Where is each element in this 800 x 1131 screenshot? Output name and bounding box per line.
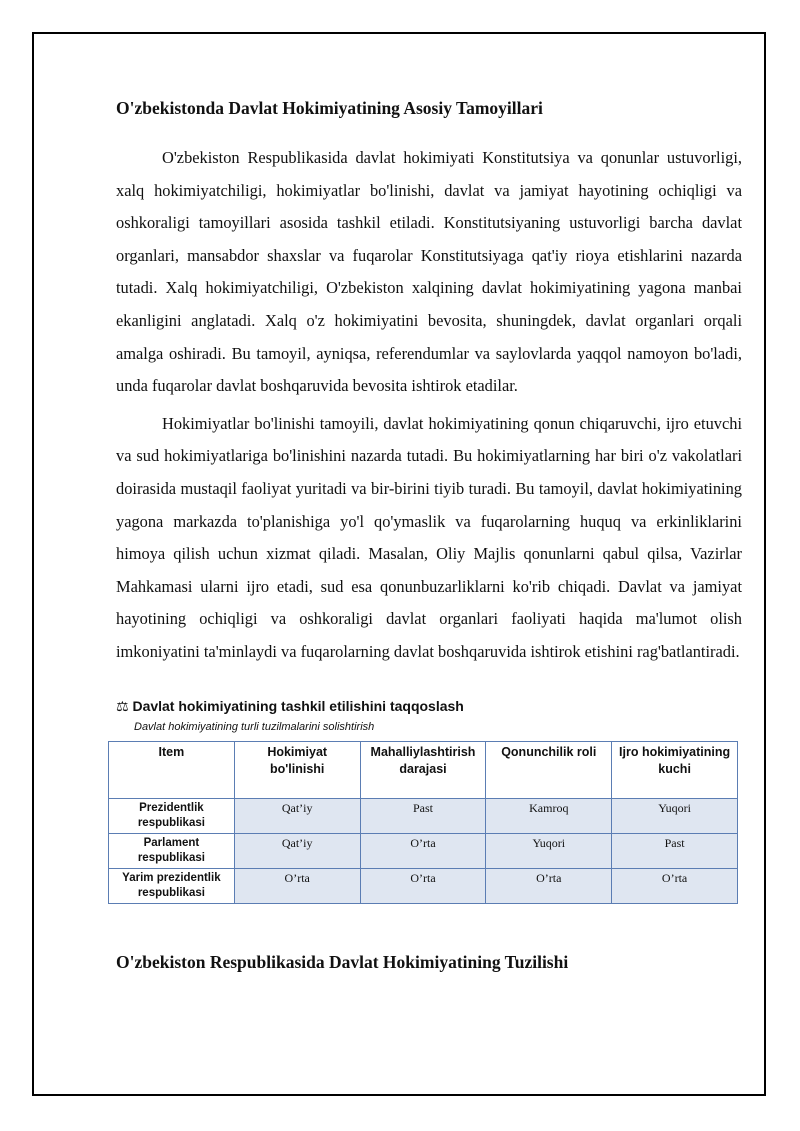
table-row bbox=[109, 833, 738, 868]
table-cell: Yuqori bbox=[612, 798, 738, 833]
table-title-text: Davlat hokimiyatining tashkil etilishini taqqoslash bbox=[132, 697, 464, 714]
row-label: Yarim prezidentlik respublikasi bbox=[109, 868, 235, 903]
column-header: Hokimiyat bo'linishi bbox=[234, 741, 360, 798]
table-cell: Qat’iy bbox=[234, 798, 360, 833]
table-cell: Kamroq bbox=[486, 798, 612, 833]
table-title bbox=[116, 697, 742, 715]
table-cell: Qat’iy bbox=[234, 833, 360, 868]
table-cell: Past bbox=[360, 798, 486, 833]
column-header: Qonunchilik roli bbox=[486, 741, 612, 798]
column-header: Ijro hokimiyatining kuchi bbox=[612, 741, 738, 798]
comparison-table bbox=[108, 741, 738, 904]
section-title-2: O'zbekiston Respublikasida Davlat Hokimiyatining Tuzilishi bbox=[116, 951, 569, 972]
row-label: Prezidentlik respublikasi bbox=[109, 798, 235, 833]
table-row bbox=[109, 798, 738, 833]
table-row bbox=[109, 868, 738, 903]
table-subtitle: Davlat hokimiyatining turli tuzilmalarini solishtirish bbox=[134, 720, 375, 733]
table-cell: O’rta bbox=[486, 868, 612, 903]
table-cell: Past bbox=[612, 833, 738, 868]
table-cell: O’rta bbox=[612, 868, 738, 903]
table-cell: O’rta bbox=[360, 868, 486, 903]
table-cell: Yuqori bbox=[486, 833, 612, 868]
paragraph-2: Hokimiyatlar bo'linishi tamoyili, davlat hokimiyatining qonun chiqaruvchi, ijro etuvchi va sud hokimiyatlariga bo'linishini nazarda tutadi. Bu hokimiyatlarning har biri o'z vakolatlari doirasida mustaqil faoliyat yuritadi va bir-birini tiyib turadi. Bu tamoyil, davlat hokimiyatining yagona markazda to'planishiga yo'l qo'ymaslik va fuqarolarning huquq va erkinliklarini himoya qilish uchun xizmat qiladi. Masalan, Oliy Majlis qonunlarni qabul qilsa, Vazirlar Mahkamasi ularni ijro etadi, sud esa qonunbuzarliklarni ko'rib chiqadi. Davlat va jamiyat hayotining ochiqligi va oshkoraligi davlat organlari faoliyati haqida ma'lumot olish imkoniyatini ta'minlaydi va fuqarolarning davlat boshqaruvida ishtirok etishini rag'batlantiradi. bbox=[116, 413, 742, 661]
paragraph-1: O'zbekiston Respublikasida davlat hokimiyati Konstitutsiya va qonunlar ustuvorligi, xalq hokimiyatchiligi, hokimiyatlar bo'linishi, davlat va jamiyat hayotining ochiqligi va oshkoraligi tamoyillari asosida tashkil etiladi. Konstitutsiyaning ustuvorligi barcha davlat organlari, mansabdor shaxslar va fuqarolar Konstitutsiyaga qat'iy rioya etishlarini nazarda tutadi. Xalq hokimiyatchiligi, O'zbekiston xalqining davlat hokimiyatining yagona manbai ekanligini anglatadi. Xalq o'z hokimiyatini bevosita, shuningdek, davlat organlari orqali amalga oshiradi. Bu tamoyil, ayniqsa, referendumlar va saylovlarda yaqqol namoyon bo'ladi, unda fuqarolar davlat boshqaruvida bevosita ishtirok etadilar. bbox=[116, 148, 742, 396]
table-cell: O’rta bbox=[360, 833, 486, 868]
scales-icon: ⚖ bbox=[116, 697, 129, 714]
column-header: Mahalliylashtirish darajasi bbox=[360, 741, 486, 798]
column-header: Item bbox=[109, 741, 235, 798]
section-title: O'zbekistonda Davlat Hokimiyatining Asosiy Tamoyillari bbox=[116, 98, 543, 118]
table-cell: O’rta bbox=[234, 868, 360, 903]
row-label: Parlament respublikasi bbox=[109, 833, 235, 868]
table-header-row bbox=[109, 741, 738, 798]
document-content bbox=[116, 96, 742, 974]
